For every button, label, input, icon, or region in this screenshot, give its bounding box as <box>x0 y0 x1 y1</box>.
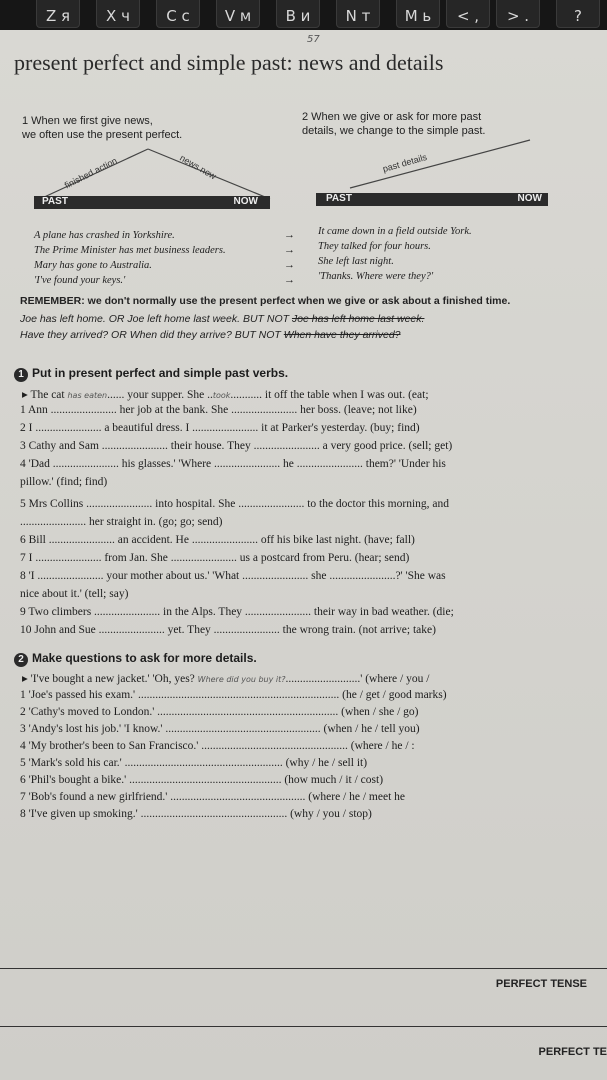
exercise-item: 5 Mrs Collins ....................... into hospital. She ....................... to the doctor this morning, and <box>20 498 450 510</box>
rule-2-diagram <box>330 136 550 196</box>
remember-wrong-example: When have they arrived? <box>283 329 401 341</box>
handwritten-answer: took <box>212 391 231 400</box>
keyboard-key: C с <box>156 0 200 28</box>
keyboard-key: M ь <box>396 0 440 28</box>
page-title: present perfect and simple past: news and details <box>14 50 444 75</box>
exercise-item: 8 'I've given up smoking.' ................................................... (why / you / stop) <box>20 808 372 820</box>
exercise-item: 2 'Cathy's moved to London.' ............................................................... (when / she / go) <box>20 706 419 718</box>
exercise-item: 4 'Dad ....................... his glasses.' 'Where ....................... he ....................... them?' 'Under his <box>20 458 446 470</box>
exercise-2-items <box>20 689 447 825</box>
rule-1-line-2: we often use the present perfect. <box>22 129 183 141</box>
keyboard-key: > . <box>496 0 540 28</box>
exercise-item: 8 'I ....................... your mother about us.' 'What ....................... she .......................?' 'She was <box>20 570 446 582</box>
examples-right <box>318 224 472 284</box>
exercise-item: 5 'Mark's sold his car.' ....................................................... (why / he / sell it) <box>20 757 368 769</box>
keyboard-strip <box>0 0 607 34</box>
timeline-past-label: PAST <box>42 196 68 207</box>
keyboard-key: ? <box>556 0 600 28</box>
keyboard-key: Z я <box>36 0 80 28</box>
arrow-right-icon: → <box>284 244 295 256</box>
exercise-number-badge: 1 <box>14 368 28 382</box>
timeline-past-label: PAST <box>326 193 352 204</box>
exercise-number-badge: 2 <box>14 653 28 667</box>
section-footer: PERFECT TENSE <box>495 978 587 990</box>
exercise-item-continued: nice about it.' (tell; say) <box>20 588 129 600</box>
rule-1-label-news: news now <box>178 152 218 182</box>
rule-1-label-finished: finished action <box>62 155 119 191</box>
exercise-item: 7 'Bob's found a new girlfriend.' ............................................... (where / he / meet he <box>20 791 406 803</box>
remember-note: REMEMBER: we don't normally use the present perfect when we give or ask about a finished time. <box>20 295 511 307</box>
example-news: The Prime Minister has met business leaders. <box>34 245 226 256</box>
arrow-right-icon: → <box>284 229 295 241</box>
example-news: A plane has crashed in Yorkshire. <box>34 230 175 241</box>
remember-example-1 <box>20 313 424 325</box>
keyboard-key: N т <box>336 0 380 28</box>
exercise-item: 10 John and Sue ....................... yet. They ....................... the wrong train. (not arrive; take) <box>20 624 436 636</box>
exercise-item: 2 I ....................... a beautiful dress. I ....................... it at Parker's yesterday. (buy; find) <box>20 422 420 434</box>
exercise-item: 6 Bill ....................... an accident. He ....................... off his bike last night. (have; fall) <box>20 534 415 546</box>
worksheet-page <box>0 30 607 1080</box>
exercise-item: 3 'Andy's lost his job.' 'I know.' ...................................................... (when / he / tell you) <box>20 723 420 735</box>
remember-example-2 <box>20 329 401 341</box>
keyboard-key: B и <box>276 0 320 28</box>
next-page-footer: PERFECT TE <box>538 1046 607 1058</box>
remember-example-text: Have they arrived? OR When did they arrive? BUT NOT <box>20 329 281 341</box>
example-text: ▸ The cat <box>22 389 68 401</box>
exercise-2-title: Make questions to ask for more details. <box>32 651 257 665</box>
remember-example-text: Joe has left home. OR Joe left home last week. BUT NOT <box>20 313 290 325</box>
exercise-item: 4 'My brother's been to San Francisco.' ................................................... (where / he / : <box>20 740 415 752</box>
exercise-item: 9 Two climbers ....................... in the Alps. They ....................... their way in bad weather. (die; <box>20 606 454 618</box>
example-detail: She left last night. <box>318 256 394 267</box>
examples-left <box>34 228 226 288</box>
example-text: ▸ 'I've bought a new jacket.' 'Oh, yes? <box>22 673 198 685</box>
keyboard-key: < , <box>446 0 490 28</box>
remember-wrong-example: Joe has left home last week. <box>291 313 425 325</box>
exercise-1-title: Put in present perfect and simple past verbs. <box>32 366 289 380</box>
exercise-item-continued: ....................... her straight in. (go; go; send) <box>20 516 223 528</box>
exercise-item: 3 Cathy and Sam ....................... their house. They ....................... a very good price. (sell; get) <box>20 440 453 452</box>
example-detail: It came down in a field outside York. <box>318 226 472 237</box>
rule-1-timeline-bar <box>34 196 270 209</box>
exercise-2-heading <box>14 651 257 667</box>
next-page-edge <box>0 1026 607 1027</box>
example-news: Mary has gone to Australia. <box>34 260 152 271</box>
exercise-item: 1 Ann ....................... her job at the bank. She ....................... her boss. (leave; not like) <box>20 404 417 416</box>
exercise-1-example <box>22 387 429 401</box>
rule-1-text <box>22 114 182 142</box>
example-text: ...... your supper. She .. <box>107 389 213 401</box>
rule-2-label-past-details: past details <box>381 151 429 175</box>
rule-1-line-1: 1 When we first give news, <box>22 115 153 127</box>
exercise-1-heading <box>14 366 288 382</box>
handwritten-page-number: 57 <box>307 34 320 45</box>
example-text: ........... it off the table when I was out. (eat; <box>230 389 429 401</box>
timeline-now-label: NOW <box>233 196 258 207</box>
keyboard-key: V м <box>216 0 260 28</box>
rule-2-text <box>302 110 485 138</box>
keyboard-key: X ч <box>96 0 140 28</box>
arrow-right-icon: → <box>284 274 295 286</box>
rule-2-line-2: details, we change to the simple past. <box>302 125 486 137</box>
example-detail: 'Thanks. Where were they?' <box>318 271 434 282</box>
exercise-item-continued: pillow.' (find; find) <box>20 476 108 488</box>
arrow-column <box>284 228 295 288</box>
exercise-item: 6 'Phil's bought a bike.' ..................................................... (how much / it / cost) <box>20 774 384 786</box>
rule-2-timeline-bar <box>316 193 548 206</box>
example-text: ..........................' (where / you / <box>285 673 430 685</box>
exercise-1-items <box>20 404 454 642</box>
example-detail: They talked for four hours. <box>318 241 431 252</box>
arrow-right-icon: → <box>284 259 295 271</box>
page-edge-divider <box>0 968 607 969</box>
example-news: 'I've found your keys.' <box>34 275 126 286</box>
handwritten-answer: has eaten <box>67 391 108 400</box>
exercise-2-example <box>22 671 429 685</box>
exercise-item: 1 'Joe's passed his exam.' ...................................................................... (he / get / good marks) <box>20 689 447 701</box>
exercise-item: 7 I ....................... from Jan. She ....................... us a postcard from Peru. (hear; send) <box>20 552 410 564</box>
rule-2-line-1: 2 When we give or ask for more past <box>302 111 482 123</box>
timeline-now-label: NOW <box>517 193 542 204</box>
handwritten-answer: Where did you buy it? <box>197 675 286 684</box>
